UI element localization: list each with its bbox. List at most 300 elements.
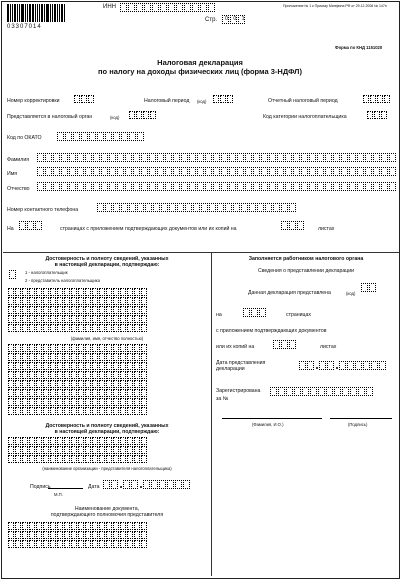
input-cell[interactable] (141, 455, 147, 463)
input-cell[interactable] (189, 182, 196, 191)
input-cell[interactable] (22, 288, 28, 296)
left-org-grid-2[interactable] (8, 437, 148, 464)
input-cell[interactable] (141, 362, 147, 370)
input-cell[interactable] (36, 389, 42, 397)
input-cell[interactable] (85, 371, 91, 379)
input-cell[interactable] (131, 480, 138, 489)
input-cell[interactable] (69, 167, 76, 176)
input-cell[interactable] (363, 95, 369, 103)
input-cell[interactable] (277, 167, 284, 176)
input-cell[interactable] (29, 344, 35, 352)
input-cell[interactable] (129, 111, 135, 119)
input-cell[interactable] (71, 531, 77, 539)
input-cell[interactable] (120, 446, 126, 454)
date-cells[interactable] (103, 480, 191, 489)
input-cell[interactable] (101, 182, 108, 191)
input-cell[interactable] (183, 480, 190, 489)
input-cell[interactable] (77, 182, 84, 191)
input-cell[interactable] (36, 353, 42, 361)
input-cell[interactable] (341, 182, 348, 191)
input-cell[interactable] (43, 540, 49, 548)
input-cell[interactable] (357, 153, 364, 162)
input-cell[interactable] (361, 283, 368, 292)
input-cell[interactable] (273, 340, 280, 349)
input-cell[interactable] (99, 531, 105, 539)
input-cell[interactable] (205, 153, 212, 162)
registered-cells[interactable] (270, 387, 374, 396)
input-cell[interactable] (120, 389, 126, 397)
input-cell[interactable] (29, 455, 35, 463)
input-cell[interactable] (85, 353, 91, 361)
input-cell[interactable] (64, 389, 70, 397)
input-cell[interactable] (22, 398, 28, 406)
input-cell[interactable] (57, 437, 63, 445)
input-cell[interactable] (8, 455, 14, 463)
input-cell[interactable] (57, 297, 63, 305)
input-cell[interactable] (253, 167, 260, 176)
input-cell[interactable] (29, 353, 35, 361)
input-cell[interactable] (175, 480, 182, 489)
input-cell[interactable] (339, 361, 346, 370)
input-cell[interactable] (208, 3, 215, 12)
input-cell[interactable] (64, 324, 70, 332)
input-cell[interactable] (71, 306, 77, 314)
input-cell[interactable] (127, 353, 133, 361)
input-cell[interactable] (57, 288, 63, 296)
input-cell[interactable] (50, 446, 56, 454)
input-cell[interactable] (134, 407, 140, 415)
input-cell[interactable] (78, 306, 84, 314)
input-cell[interactable] (43, 407, 49, 415)
input-cell[interactable] (22, 380, 28, 388)
input-cell[interactable] (134, 344, 140, 352)
input-cell[interactable] (150, 111, 156, 119)
input-cell[interactable] (253, 182, 260, 191)
input-cell[interactable] (379, 361, 386, 370)
input-cell[interactable] (74, 95, 80, 103)
input-cell[interactable] (111, 480, 118, 489)
input-cell[interactable] (127, 297, 133, 305)
input-cell[interactable] (99, 324, 105, 332)
input-cell[interactable] (141, 522, 147, 530)
input-cell[interactable] (197, 167, 204, 176)
input-cell[interactable] (141, 389, 147, 397)
input-cell[interactable] (197, 182, 204, 191)
input-cell[interactable] (269, 182, 276, 191)
input-cell[interactable] (15, 389, 21, 397)
input-cell[interactable] (29, 389, 35, 397)
input-cell[interactable] (78, 353, 84, 361)
input-cell[interactable] (113, 353, 119, 361)
input-cell[interactable] (381, 182, 388, 191)
input-cell[interactable] (22, 531, 28, 539)
input-cell[interactable] (134, 371, 140, 379)
input-cell[interactable] (113, 344, 119, 352)
input-cell[interactable] (64, 306, 70, 314)
input-cell[interactable] (57, 455, 63, 463)
input-cell[interactable] (64, 297, 70, 305)
input-cell[interactable] (133, 153, 140, 162)
input-cell[interactable] (125, 167, 132, 176)
input-cell[interactable] (92, 306, 98, 314)
input-cell[interactable] (50, 297, 56, 305)
input-cell[interactable] (106, 522, 112, 530)
taxpayer-category-cells[interactable] (367, 111, 388, 119)
input-cell[interactable] (15, 380, 21, 388)
input-cell[interactable] (137, 203, 144, 212)
input-cell[interactable] (134, 315, 140, 323)
input-cell[interactable] (99, 455, 105, 463)
input-cell[interactable] (349, 182, 356, 191)
input-cell[interactable] (57, 522, 63, 530)
input-cell[interactable] (217, 203, 224, 212)
input-cell[interactable] (157, 153, 164, 162)
input-cell[interactable] (259, 308, 266, 317)
input-cell[interactable] (113, 132, 120, 141)
input-cell[interactable] (251, 308, 258, 317)
input-cell[interactable] (15, 353, 21, 361)
input-cell[interactable] (85, 306, 91, 314)
input-cell[interactable] (78, 380, 84, 388)
input-cell[interactable] (71, 297, 77, 305)
input-cell[interactable] (120, 344, 126, 352)
input-cell[interactable] (43, 324, 49, 332)
input-cell[interactable] (289, 203, 296, 212)
input-cell[interactable] (117, 153, 124, 162)
input-cell[interactable] (381, 153, 388, 162)
input-cell[interactable] (120, 371, 126, 379)
input-cell[interactable] (134, 389, 140, 397)
input-cell[interactable] (15, 371, 21, 379)
input-cell[interactable] (106, 315, 112, 323)
input-cell[interactable] (227, 95, 233, 103)
input-cell[interactable] (29, 324, 35, 332)
input-cell[interactable] (371, 361, 378, 370)
input-cell[interactable] (134, 362, 140, 370)
input-cell[interactable] (64, 398, 70, 406)
input-cell[interactable] (245, 153, 252, 162)
input-cell[interactable] (8, 344, 14, 352)
input-cell[interactable] (57, 540, 63, 548)
input-cell[interactable] (45, 182, 52, 191)
input-cell[interactable] (134, 437, 140, 445)
input-cell[interactable] (50, 288, 56, 296)
input-cell[interactable] (37, 182, 44, 191)
input-cell[interactable] (57, 353, 63, 361)
input-cell[interactable] (141, 353, 147, 361)
input-cell[interactable] (37, 153, 44, 162)
input-cell[interactable] (134, 306, 140, 314)
input-cell[interactable] (88, 95, 94, 103)
input-cell[interactable] (15, 362, 21, 370)
input-cell[interactable] (134, 324, 140, 332)
input-cell[interactable] (299, 361, 306, 370)
input-cell[interactable] (143, 111, 149, 119)
input-cell[interactable] (43, 371, 49, 379)
input-cell[interactable] (141, 315, 147, 323)
input-cell[interactable] (99, 353, 105, 361)
input-cell[interactable] (78, 389, 84, 397)
input-cell[interactable] (85, 315, 91, 323)
input-cell[interactable] (325, 167, 332, 176)
signer-type-cell[interactable] (9, 270, 17, 279)
input-cell[interactable] (357, 167, 364, 176)
input-cell[interactable] (127, 389, 133, 397)
input-cell[interactable] (36, 297, 42, 305)
input-cell[interactable] (29, 288, 35, 296)
input-cell[interactable] (134, 353, 140, 361)
input-cell[interactable] (127, 437, 133, 445)
input-cell[interactable] (85, 182, 92, 191)
input-cell[interactable] (205, 182, 212, 191)
right-pages-cells[interactable] (243, 308, 267, 317)
input-cell[interactable] (92, 380, 98, 388)
input-cell[interactable] (120, 3, 127, 12)
input-cell[interactable] (106, 398, 112, 406)
input-cell[interactable] (22, 522, 28, 530)
input-cell[interactable] (71, 371, 77, 379)
input-cell[interactable] (281, 203, 288, 212)
input-cell[interactable] (69, 182, 76, 191)
input-cell[interactable] (78, 344, 84, 352)
input-cell[interactable] (127, 531, 133, 539)
input-cell[interactable] (8, 531, 14, 539)
input-cell[interactable] (106, 531, 112, 539)
input-cell[interactable] (265, 203, 272, 212)
input-cell[interactable] (127, 455, 133, 463)
input-cell[interactable] (15, 306, 21, 314)
input-cell[interactable] (78, 540, 84, 548)
input-cell[interactable] (317, 153, 324, 162)
input-cell[interactable] (293, 167, 300, 176)
input-cell[interactable] (8, 407, 14, 415)
input-cell[interactable] (120, 288, 126, 296)
input-cell[interactable] (78, 455, 84, 463)
input-cell[interactable] (185, 203, 192, 212)
input-cell[interactable] (85, 531, 91, 539)
input-cell[interactable] (181, 182, 188, 191)
input-cell[interactable] (297, 221, 304, 230)
input-cell[interactable] (109, 167, 116, 176)
input-cell[interactable] (289, 221, 296, 230)
input-cell[interactable] (101, 167, 108, 176)
input-cell[interactable] (85, 398, 91, 406)
phone-cells[interactable] (97, 203, 297, 212)
input-cell[interactable] (92, 398, 98, 406)
input-cell[interactable] (121, 132, 128, 141)
input-cell[interactable] (120, 380, 126, 388)
input-cell[interactable] (141, 380, 147, 388)
input-cell[interactable] (325, 182, 332, 191)
input-cell[interactable] (106, 446, 112, 454)
input-cell[interactable] (22, 324, 28, 332)
input-cell[interactable] (99, 398, 105, 406)
input-cell[interactable] (22, 306, 28, 314)
input-cell[interactable] (43, 398, 49, 406)
input-cell[interactable] (270, 387, 277, 396)
input-cell[interactable] (71, 288, 77, 296)
input-cell[interactable] (93, 182, 100, 191)
input-cell[interactable] (64, 380, 70, 388)
input-cell[interactable] (50, 531, 56, 539)
input-cell[interactable] (245, 182, 252, 191)
input-cell[interactable] (15, 455, 21, 463)
input-cell[interactable] (43, 380, 49, 388)
input-cell[interactable] (78, 324, 84, 332)
input-cell[interactable] (157, 167, 164, 176)
input-cell[interactable] (57, 306, 63, 314)
input-cell[interactable] (176, 3, 183, 12)
input-cell[interactable] (71, 455, 77, 463)
input-cell[interactable] (15, 531, 21, 539)
input-cell[interactable] (129, 203, 136, 212)
input-cell[interactable] (103, 480, 110, 489)
pages-cells[interactable] (19, 221, 43, 230)
input-cell[interactable] (141, 297, 147, 305)
input-cell[interactable] (57, 344, 63, 352)
input-cell[interactable] (105, 132, 112, 141)
left-fio-grid[interactable] (8, 288, 148, 333)
input-cell[interactable] (71, 315, 77, 323)
input-cell[interactable] (253, 153, 260, 162)
input-cell[interactable] (201, 203, 208, 212)
input-cell[interactable] (209, 203, 216, 212)
input-cell[interactable] (141, 371, 147, 379)
input-cell[interactable] (269, 153, 276, 162)
input-cell[interactable] (36, 324, 42, 332)
input-cell[interactable] (145, 203, 152, 212)
input-cell[interactable] (27, 221, 34, 230)
input-cell[interactable] (71, 353, 77, 361)
input-cell[interactable] (113, 380, 119, 388)
input-cell[interactable] (36, 522, 42, 530)
input-cell[interactable] (50, 315, 56, 323)
input-cell[interactable] (113, 455, 119, 463)
input-cell[interactable] (106, 407, 112, 415)
input-cell[interactable] (213, 182, 220, 191)
input-cell[interactable] (301, 167, 308, 176)
input-cell[interactable] (277, 182, 284, 191)
input-cell[interactable] (129, 132, 136, 141)
input-cell[interactable] (85, 380, 91, 388)
input-cell[interactable] (120, 297, 126, 305)
input-cell[interactable] (64, 446, 70, 454)
input-cell[interactable] (133, 167, 140, 176)
input-cell[interactable] (50, 362, 56, 370)
input-cell[interactable] (342, 387, 349, 396)
input-cell[interactable] (136, 111, 142, 119)
input-cell[interactable] (78, 398, 84, 406)
input-cell[interactable] (221, 182, 228, 191)
input-cell[interactable] (57, 398, 63, 406)
input-cell[interactable] (141, 288, 147, 296)
input-cell[interactable] (106, 389, 112, 397)
input-cell[interactable] (29, 531, 35, 539)
input-cell[interactable] (92, 531, 98, 539)
input-cell[interactable] (389, 167, 396, 176)
input-cell[interactable] (106, 306, 112, 314)
input-cell[interactable] (45, 153, 52, 162)
left-org-grid[interactable] (8, 344, 148, 416)
input-cell[interactable] (92, 297, 98, 305)
input-cell[interactable] (43, 362, 49, 370)
input-cell[interactable] (50, 344, 56, 352)
input-cell[interactable] (8, 362, 14, 370)
input-cell[interactable] (141, 531, 147, 539)
input-cell[interactable] (64, 315, 70, 323)
input-cell[interactable] (35, 221, 42, 230)
input-cell[interactable] (15, 407, 21, 415)
input-cell[interactable] (85, 437, 91, 445)
input-cell[interactable] (363, 361, 370, 370)
input-cell[interactable] (64, 371, 70, 379)
input-cell[interactable] (8, 398, 14, 406)
input-cell[interactable] (141, 446, 147, 454)
input-cell[interactable] (261, 182, 268, 191)
input-cell[interactable] (71, 389, 77, 397)
input-cell[interactable] (92, 540, 98, 548)
input-cell[interactable] (127, 522, 133, 530)
input-cell[interactable] (85, 407, 91, 415)
input-cell[interactable] (8, 437, 14, 445)
input-cell[interactable] (64, 353, 70, 361)
input-cell[interactable] (8, 371, 14, 379)
input-cell[interactable] (120, 522, 126, 530)
submitted-to-cells[interactable] (129, 111, 157, 119)
input-cell[interactable] (120, 324, 126, 332)
input-cell[interactable] (373, 182, 380, 191)
input-cell[interactable] (71, 446, 77, 454)
input-cell[interactable] (92, 446, 98, 454)
input-cell[interactable] (127, 446, 133, 454)
input-cell[interactable] (85, 344, 91, 352)
input-cell[interactable] (36, 288, 42, 296)
input-cell[interactable] (125, 182, 132, 191)
input-cell[interactable] (92, 324, 98, 332)
input-cell[interactable] (358, 387, 365, 396)
input-cell[interactable] (326, 387, 333, 396)
input-cell[interactable] (92, 315, 98, 323)
input-cell[interactable] (92, 362, 98, 370)
input-cell[interactable] (43, 297, 49, 305)
input-cell[interactable] (159, 480, 166, 489)
input-cell[interactable] (365, 153, 372, 162)
input-cell[interactable] (61, 153, 68, 162)
input-cell[interactable] (157, 182, 164, 191)
input-cell[interactable] (141, 344, 147, 352)
input-cell[interactable] (57, 389, 63, 397)
input-cell[interactable] (29, 315, 35, 323)
input-cell[interactable] (29, 362, 35, 370)
input-cell[interactable] (36, 344, 42, 352)
input-cell[interactable] (99, 437, 105, 445)
input-cell[interactable] (97, 203, 104, 212)
input-cell[interactable] (37, 167, 44, 176)
input-cell[interactable] (285, 167, 292, 176)
input-cell[interactable] (113, 297, 119, 305)
input-cell[interactable] (141, 407, 147, 415)
input-cell[interactable] (78, 297, 84, 305)
input-cell[interactable] (106, 324, 112, 332)
input-cell[interactable] (109, 182, 116, 191)
input-cell[interactable] (81, 132, 88, 141)
input-cell[interactable] (133, 182, 140, 191)
input-cell[interactable] (64, 362, 70, 370)
input-cell[interactable] (50, 540, 56, 548)
input-cell[interactable] (22, 315, 28, 323)
input-cell[interactable] (120, 398, 126, 406)
input-cell[interactable] (15, 315, 21, 323)
